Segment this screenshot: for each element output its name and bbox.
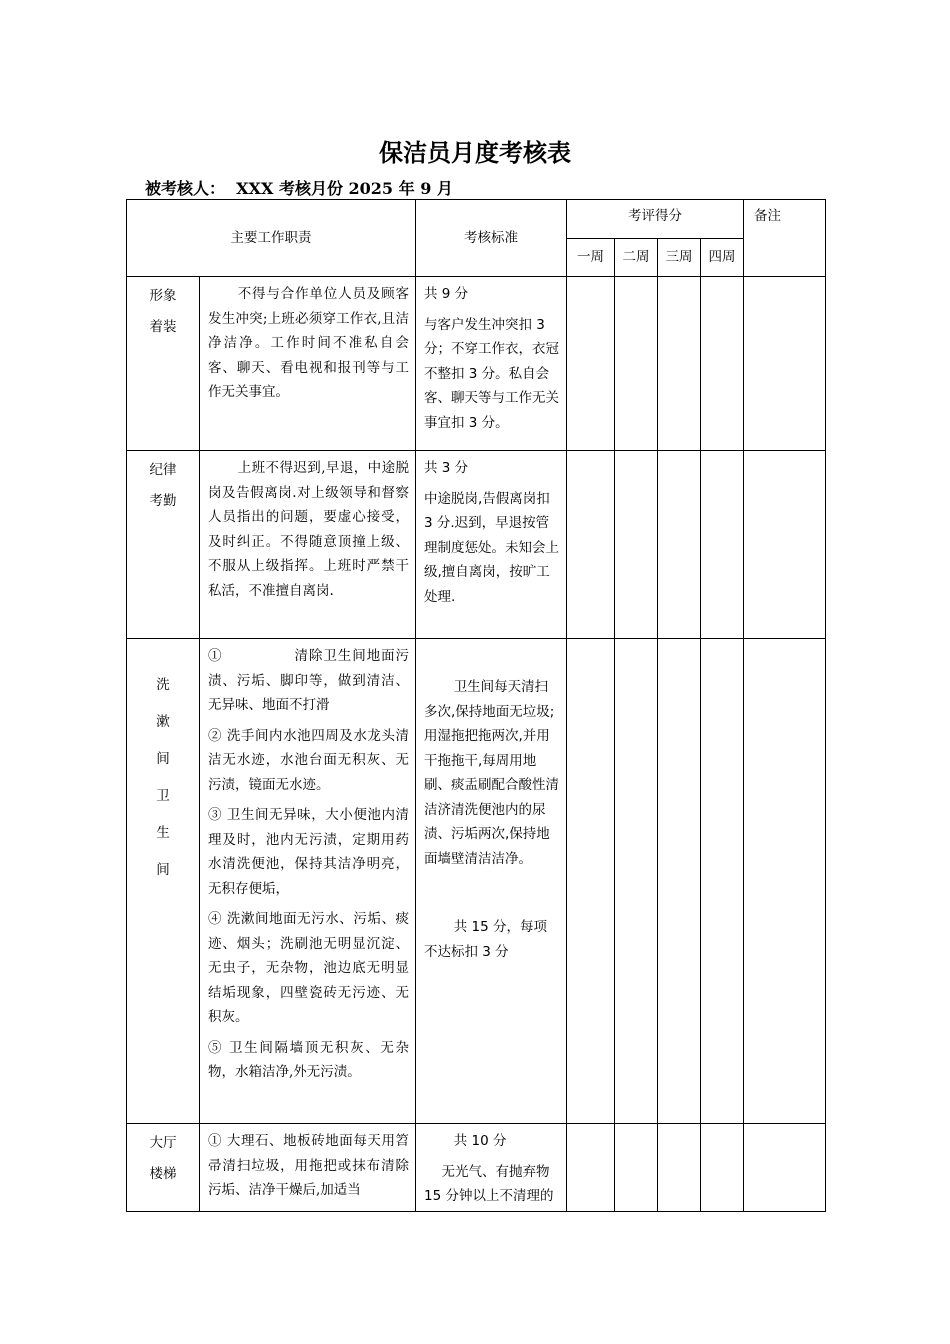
score-cell[interactable] — [567, 451, 615, 639]
standard-text: 与客户发生冲突扣 3 分；不穿工作衣，衣冠不整扣 3 分。私自会客、聊天等与工作无关事宜扣 3 分。 — [424, 316, 559, 431]
score-cell[interactable] — [567, 639, 615, 1124]
category-cell — [127, 1124, 200, 1212]
score-cell[interactable] — [615, 639, 658, 1124]
score-cell[interactable] — [658, 451, 701, 639]
score-cell[interactable] — [567, 277, 615, 451]
header-standard: 考核标准 — [416, 200, 567, 277]
score-cell[interactable] — [701, 639, 744, 1124]
table-row — [127, 451, 826, 639]
score-cell[interactable] — [615, 1124, 658, 1212]
score-cell[interactable] — [658, 1124, 701, 1212]
category-label: 洗 漱 间 卫 生 间 — [156, 677, 170, 878]
duties-cell — [200, 639, 416, 1124]
score-cell[interactable] — [658, 639, 701, 1124]
standard-cell — [416, 639, 567, 1124]
table-row — [127, 1124, 826, 1212]
notes-cell[interactable] — [744, 1124, 826, 1212]
duty-item-5: ⑤ 卫生间隔墙顶无积灰、无杂物，水箱洁净,外无污渍。 — [208, 1039, 409, 1080]
table-row — [127, 639, 826, 1124]
duty-item-4: ④ 洗漱间地面无污水、污垢、痰迹、烟头；洗刷池无明显沉淀、无虫子，无杂物，池边底无明显结垢现象，四壁瓷砖无污迹、无积灰。 — [208, 911, 409, 1025]
notes-cell[interactable] — [744, 639, 826, 1124]
standard-cell — [416, 277, 567, 451]
header-week-3: 三周 — [658, 239, 701, 277]
score-cell[interactable] — [701, 451, 744, 639]
header-score: 考评得分 — [567, 200, 744, 239]
score-cell[interactable] — [615, 277, 658, 451]
category-label: 纪律 考勤 — [149, 462, 177, 509]
standard-total: 共 9 分 — [424, 286, 469, 302]
duties-cell — [200, 277, 416, 451]
header-week-1: 一周 — [567, 239, 615, 277]
assessment-table — [126, 199, 826, 1212]
notes-cell[interactable] — [744, 451, 826, 639]
category-label: 形象 着装 — [149, 288, 177, 335]
duties-cell — [200, 1124, 416, 1212]
duty-item-1: ① 清除卫生间地面污渍、污垢、脚印等，做到清洁、无异味、地面不打滑 — [208, 648, 409, 713]
notes-cell[interactable] — [744, 277, 826, 451]
standard-text: 卫生间每天清扫多次,保持地面无垃圾;用湿拖把拖两次,并用干拖拖干,每周用地刷、痰盂刷配合酸性清洁济清洗便池内的尿渍、污垢两次,保持地面墙壁清洁洁净。 — [424, 679, 559, 867]
standard-text: 中途脱岗,告假离岗扣 3 分.迟到，早退按管理制度惩处。未知会上级,擅自离岗，按旷工处理. — [424, 490, 559, 605]
duty-text: ① 大理石、地板砖地面每天用笤帚清扫垃圾，用拖把或抹布清除污垢、洁净干燥后,加适当 — [208, 1133, 409, 1198]
category-cell — [127, 277, 200, 451]
score-cell[interactable] — [615, 451, 658, 639]
score-cell[interactable] — [701, 1124, 744, 1212]
header-week-2: 二周 — [615, 239, 658, 277]
standard-cell — [416, 1124, 567, 1212]
table-row — [127, 277, 826, 451]
page-title: 保洁员月度考核表 — [379, 138, 571, 167]
score-cell[interactable] — [701, 277, 744, 451]
standard-total: 共 10 分 — [453, 1133, 507, 1149]
category-cell — [127, 639, 200, 1124]
header-notes: 备注 — [744, 200, 826, 277]
assessee-info: 被考核人： XXX 考核月份 2025 年 9 月 — [145, 179, 453, 198]
duty-text: 上班不得迟到,早退，中途脱岗及告假离岗.对上级领导和督察人员指出的问题，要虚心接受，及时纠正。不得随意顶撞上级、不服从上级指挥。上班时严禁干私活，不准擅自离岗. — [208, 460, 409, 599]
standard-total: 共 15 分，每项不达标扣 3 分 — [424, 919, 547, 960]
category-cell — [127, 451, 200, 639]
category-label: 大厅 楼梯 — [149, 1135, 177, 1182]
duty-item-2: ② 洗手间内水池四周及水龙头清洁无水迹，水池台面无积灰、无污渍，镜面无水迹。 — [208, 727, 409, 793]
header-week-4: 四周 — [701, 239, 744, 277]
header-duties: 主要工作职责 — [127, 200, 416, 277]
duty-item-3: ③ 卫生间无异味，大小便池内清理及时，池内无污渍，定期用药水清洗便池，保持其洁净明亮，无积存便垢， — [208, 807, 409, 897]
score-cell[interactable] — [567, 1124, 615, 1212]
duty-text: 不得与合作单位人员及顾客发生冲突;上班必须穿工作衣,且洁净洁净。工作时间不准私自会客、聊天、看电视和报刊等与工作无关事宜。 — [208, 286, 409, 400]
duties-cell — [200, 451, 416, 639]
standard-total: 共 3 分 — [424, 460, 469, 476]
score-cell[interactable] — [658, 277, 701, 451]
standard-cell — [416, 451, 567, 639]
standard-text: 无光气、有抛弃物 15 分钟以上不清理的 — [424, 1163, 554, 1204]
